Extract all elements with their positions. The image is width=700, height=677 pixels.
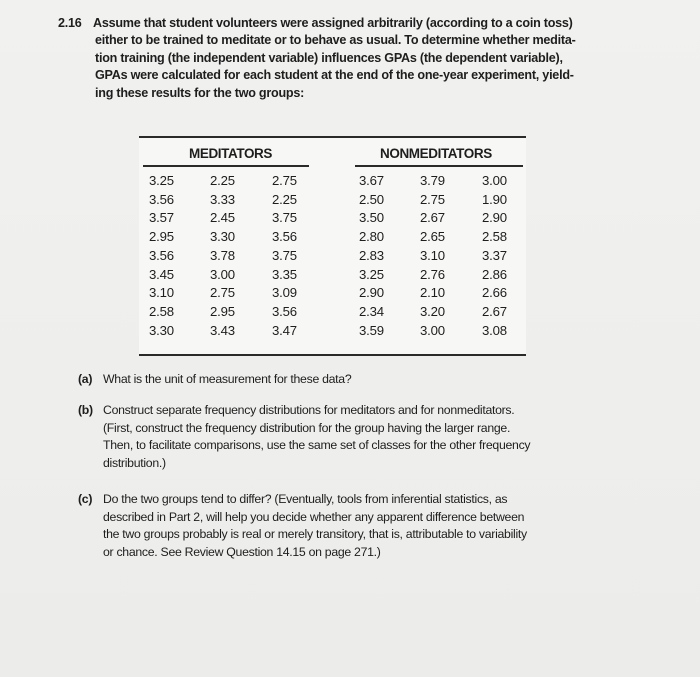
nonmeditators-gpa-cell: 3.50	[359, 210, 384, 226]
question-a-label: (a)	[78, 372, 93, 386]
nonmeditators-gpa-cell: 2.86	[482, 266, 507, 282]
nonmeditators-gpa-cell: 3.79	[420, 173, 445, 188]
question-b-line: (First, construct the frequency distribution for the group having the larger range.	[103, 420, 511, 435]
meditators-gpa-cell: 3.75	[272, 210, 297, 226]
nonmeditators-gpa-cell: 2.83	[359, 247, 384, 263]
nonmeditators-gpa-cell: 2.90	[359, 285, 384, 301]
question-b-label: (b)	[78, 403, 93, 417]
question-c-line: or chance. See Review Question 14.15 on page 271.)	[103, 544, 381, 559]
question-b	[78, 402, 678, 474]
nonmeditators-gpa-cell: 2.50	[359, 191, 384, 207]
meditators-gpa-cell: 2.25	[272, 191, 297, 207]
question-a	[78, 371, 678, 391]
meditators-gpa-cell: 3.56	[149, 247, 174, 263]
nonmeditators-gpa-cell: 3.00	[420, 322, 445, 338]
meditators-gpa-cell: 3.43	[210, 322, 235, 338]
question-c-line: Do the two groups tend to differ? (Eventually, tools from inferential statistics, as	[103, 492, 508, 506]
nonmeditators-gpa-cell: 3.08	[482, 322, 507, 338]
question-b-line: Then, to facilitate comparisons, use the same set of classes for the other frequency	[103, 438, 531, 452]
nonmeditators-gpa-cell: 2.76	[420, 266, 445, 282]
nonmeditators-gpa-cell: 3.25	[359, 266, 384, 282]
nonmeditators-gpa-cell: 3.67	[359, 173, 384, 188]
nonmeditators-gpa-cell: 2.67	[482, 303, 507, 319]
meditators-gpa-cell: 2.95	[149, 229, 174, 245]
nonmeditators-gpa-cell: 2.75	[420, 191, 445, 207]
meditators-gpa-cell: 3.30	[210, 229, 235, 245]
meditators-gpa-cell: 3.45	[149, 266, 174, 282]
meditators-gpa-cell: 3.10	[149, 285, 174, 301]
meditators-gpa-cell: 2.25	[210, 173, 235, 188]
question-c-label: (c)	[78, 492, 93, 506]
meditators-gpa-cell: 2.45	[210, 210, 235, 226]
nonmeditators-gpa-cell: 3.00	[482, 173, 507, 188]
question-c-line: the two groups probably is real or merely transitory, that is, attributable to variability	[103, 527, 527, 541]
meditators-gpa-cell: 3.56	[149, 191, 174, 207]
meditators-gpa-cell: 3.56	[272, 303, 297, 319]
nonmeditators-header: NONMEDITATORS	[380, 146, 492, 161]
meditators-gpa-cell: 3.09	[272, 285, 297, 301]
nonmeditators-gpa-cell: 2.66	[482, 285, 507, 301]
question-b-line: Construct separate frequency distributions for meditators and for nonmeditators.	[103, 403, 515, 417]
meditators-gpa-cell: 3.75	[272, 247, 297, 263]
nonmeditators-gpa-cell: 3.10	[420, 247, 445, 263]
meditators-gpa-cell: 3.30	[149, 322, 174, 338]
meditators-header-rule	[143, 165, 309, 167]
nonmeditators-gpa-cell: 2.67	[420, 210, 445, 226]
meditators-gpa-cell: 2.75	[272, 173, 297, 188]
nonmeditators-gpa-cell: 2.58	[482, 229, 507, 245]
nonmeditators-gpa-cell: 2.65	[420, 229, 445, 245]
nonmeditators-gpa-cell: 3.59	[359, 322, 384, 338]
meditators-gpa-cell: 3.56	[272, 229, 297, 245]
meditators-gpa-cell: 3.25	[149, 173, 174, 188]
problem-line: Assume that student volunteers were assigned arbitrarily (according to a coin toss)	[93, 16, 573, 30]
nonmeditators-gpa-cell: 3.20	[420, 303, 445, 319]
meditators-gpa-cell: 2.95	[210, 303, 235, 319]
nonmeditators-gpa-cell: 2.80	[359, 229, 384, 245]
meditators-gpa-cell: 2.58	[149, 303, 174, 319]
question-b-line: distribution.)	[103, 455, 166, 470]
meditators-gpa-cell: 3.00	[210, 266, 235, 282]
meditators-gpa-cell: 2.75	[210, 285, 235, 301]
problem-number: 2.16	[58, 16, 82, 30]
meditators-gpa-cell: 3.47	[272, 322, 297, 338]
question-c	[78, 491, 678, 563]
meditators-gpa-cell: 3.35	[272, 266, 297, 282]
problem-line: GPAs were calculated for each student at the end of the one-year experiment, yield-	[95, 68, 574, 83]
gpa-data-table	[139, 136, 526, 356]
meditators-gpa-cell: 3.57	[149, 210, 174, 226]
nonmeditators-gpa-cell: 3.37	[482, 247, 507, 263]
question-c-line: described in Part 2, will help you decide whether any apparent difference between	[103, 509, 525, 524]
nonmeditators-gpa-cell: 2.34	[359, 303, 384, 319]
nonmeditators-gpa-cell: 2.90	[482, 210, 507, 226]
meditators-gpa-cell: 3.33	[210, 191, 235, 207]
problem-line: either to be trained to meditate or to behave as usual. To determine whether medita-	[95, 33, 576, 48]
question-a-line: What is the unit of measurement for these data?	[103, 372, 352, 386]
meditators-header: MEDITATORS	[189, 146, 272, 161]
problem-line: tion training (the independent variable) influences GPAs (the dependent variable),	[95, 50, 563, 65]
nonmeditators-header-rule	[355, 165, 523, 167]
nonmeditators-gpa-cell: 1.90	[482, 191, 507, 207]
nonmeditators-gpa-cell: 2.10	[420, 285, 445, 301]
meditators-gpa-cell: 3.78	[210, 247, 235, 263]
problem-line: ing these results for the two groups:	[95, 85, 305, 100]
